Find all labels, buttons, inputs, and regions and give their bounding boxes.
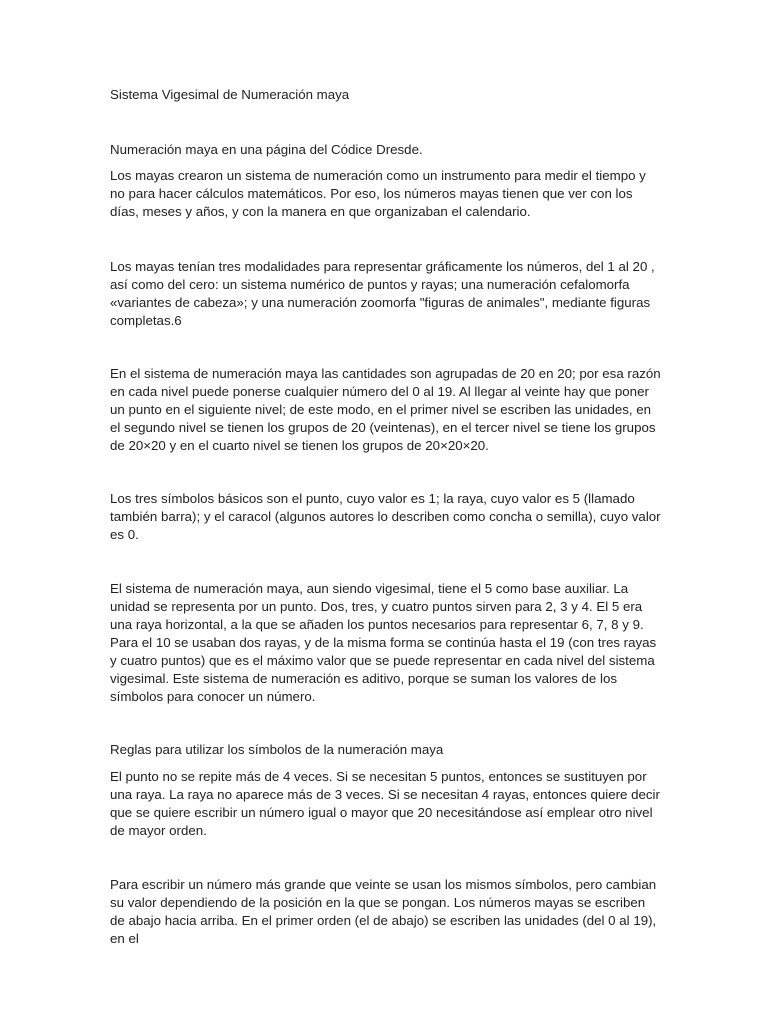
paragraph-grouping: En el sistema de numeración maya las cantidades son agrupadas de 20 en 20; por esa razón en cada nivel puede ponerse cualquier número del 0 al 19. Al llegar al veinte hay que poner un punto en el siguiente nivel; de este modo, en el primer nivel se escriben las unidades, en el segundo nivel se tienen los grupos de 20 (veintenas), en el tercer nivel se tiene los grupos de 20×20 y en el cuarto nivel se tienen los grupos de 20×20×20. [110, 366, 661, 453]
paragraph-auxiliary-base: El sistema de numeración maya, aun siendo vigesimal, tiene el 5 como base auxiliar. La unidad se representa por un punto. Dos, tres, y cuatro puntos sirven para 2, 3 y 4. El 5 era una raya horizontal, a la que se añaden los puntos necesarios para representar 6, 7, 8 y 9. Para el 10 se usaban dos rayas, y de la misma forma se continúa hasta el 19 (con tres rayas y cuatro puntos) que es el máximo valor que se puede representar en cada nivel del sistema vigesimal. Este sistema de numeración es aditivo, porque se suman los valores de los símbolos para conocer un número. [110, 581, 657, 704]
document-title: Sistema Vigesimal de Numeración maya [110, 87, 350, 102]
paragraph-caption: Numeración maya en una página del Códice Dresde. [110, 142, 423, 157]
section-heading-rules: Reglas para utilizar los símbolos de la numeración maya [110, 742, 444, 757]
paragraph-intro: Los mayas crearon un sistema de numeración como un instrumento para medir el tiempo y no para hacer cálculos matemáticos. Por eso, los números mayas tienen que ver con los días, meses y años, y con la manera en que organizaban el calendario. [110, 168, 646, 219]
paragraph-positional: Para escribir un número más grande que veinte se usan los mismos símbolos, pero cambian su valor dependiendo de la posición en la que se pongan. Los números mayas se escriben de abajo hacia arriba. En el primer orden (el de abajo) se escriben las unidades (del 0 al 19), en el [110, 877, 657, 946]
paragraph-basic-symbols: Los tres símbolos básicos son el punto, cuyo valor es 1; la raya, cuyo valor es 5 (llamado también barra); y el caracol (algunos autores lo describen como concha o semilla), cuyo valor es 0. [110, 491, 661, 542]
paragraph-modalities: Los mayas tenían tres modalidades para representar gráficamente los números, del 1 al 20 , así como del cero: un sistema numérico de puntos y rayas; una numeración cefalomorfa «variantes de cabeza»; y una numeración zoomorfa "figuras de animales", mediante figuras completas.6 [110, 259, 655, 328]
paragraph-rules: El punto no se repite más de 4 veces. Si se necesitan 5 puntos, entonces se sustituyen por una raya. La raya no aparece más de 3 veces. Si se necesitan 4 rayas, entonces quiere decir que se quiere escribir un número igual o mayor que 20 necesitándose así emplear otro nivel de mayor orden. [110, 769, 660, 838]
